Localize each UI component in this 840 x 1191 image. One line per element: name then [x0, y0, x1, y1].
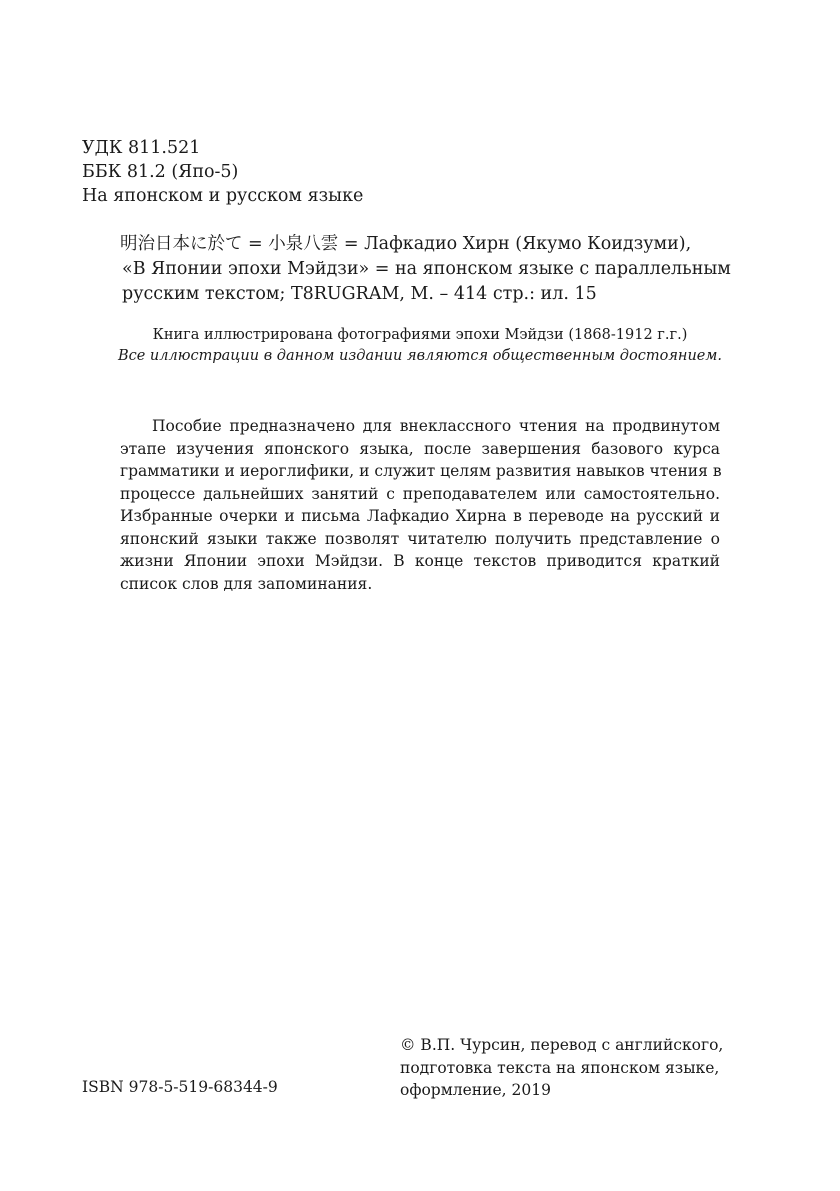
biblio-line-2: «В Японии эпохи Мэйдзи» = на японском языке с параллельным [122, 259, 731, 279]
language-note: На японском и русском языке [82, 186, 364, 206]
abstract-line: этапе изучения японского языка, после завершения базового курса [120, 439, 720, 458]
abstract-line: процессе дальнейших занятий с преподавателем или самостоятельно. [120, 484, 720, 503]
bbk-code: ББК 81.2 (Япо-5) [82, 162, 239, 182]
illustrations-text: Книга иллюстрирована фотографиями эпохи Мэйдзи (1868-1912 г.г.) [152, 327, 688, 343]
abstract-line: Избранные очерки и письма Лафкадио Хирна в переводе на русский и [120, 507, 720, 525]
biblio-line-3: русским текстом; T8RUGRAM, М. – 414 стр.: ил. 15 [122, 284, 597, 304]
classification-block [82, 136, 363, 208]
copyright-line-3: оформление, 2019 [400, 1081, 551, 1099]
udk-code: УДК 811.521 [82, 138, 201, 158]
copyright-line-2: подготовка текста на японском языке, [400, 1058, 720, 1077]
isbn-number: ISBN 978-5-519-68344-9 [82, 1078, 278, 1096]
abstract-line: список слов для запоминания. [120, 574, 373, 593]
bibliographic-description [120, 232, 760, 307]
abstract-line: Пособие предназначено для внеклассного чтения на продвинутом [152, 417, 720, 435]
abstract-line: японский языки также позволят читателю получить представление о [120, 529, 720, 548]
copyright-block [400, 1034, 730, 1102]
abstract-line: жизни Японии эпохи Мэйдзи. В конце текстов приводится краткий [120, 552, 720, 570]
public-domain-text: Все иллюстрации в данном издании являются общественным достоянием. [117, 348, 723, 364]
illustrations-note [90, 325, 750, 367]
copyright-line-1: © В.П. Чурсин, перевод с английского, [400, 1036, 724, 1054]
biblio-line-1: 明治日本に於て = 小泉八雲 = Лафкадио Хирн (Якумо Коидзуми), [120, 234, 692, 254]
abstract-line: грамматики и иероглифики, и служит целям развития навыков чтения в [120, 462, 722, 480]
abstract-paragraph [120, 415, 720, 595]
